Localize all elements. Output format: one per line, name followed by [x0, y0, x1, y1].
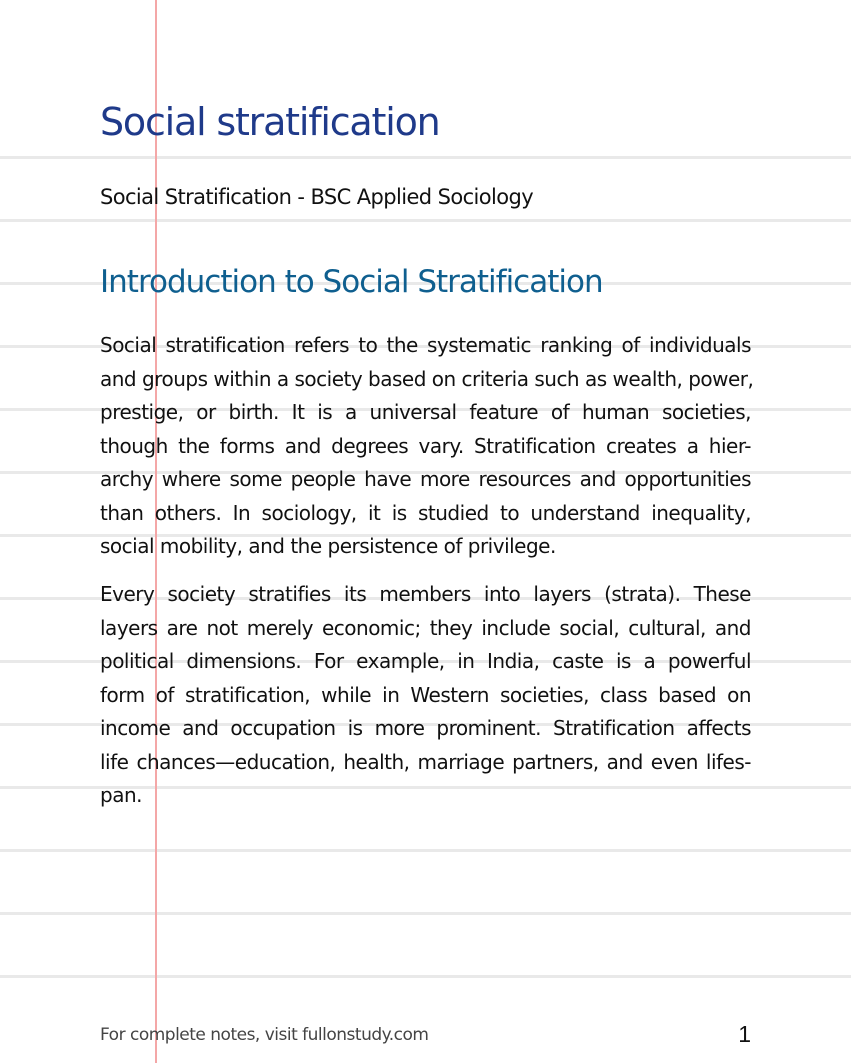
- footer-note: For complete notes, visit fullonstudy.com: [100, 1025, 429, 1045]
- page-subtitle: Social Stratification - BSC Applied Sociology: [100, 185, 534, 209]
- paragraph-line: pan.: [100, 783, 142, 807]
- section-heading: Introduction to Social Stratification: [100, 264, 603, 300]
- paragraph-line: Social stratification refers to the systematic ranking of individuals: [100, 333, 751, 357]
- body-paragraph: [100, 329, 754, 564]
- ruled-line: [0, 156, 851, 159]
- paragraph-line: layers are not merely economic; they include social, cultural, and: [100, 615, 751, 640]
- ruled-line: [0, 975, 851, 978]
- ruled-line: [0, 219, 851, 222]
- paragraph-line: political dimensions. For example, in India, caste is a powerful: [100, 649, 751, 673]
- ruled-line: [0, 849, 851, 852]
- paragraph-line: life chances—education, health, marriage partners, and even lifes-: [100, 749, 751, 774]
- paragraph-line: income and occupation is more prominent. Stratification affects: [100, 716, 751, 740]
- page-number: 1: [738, 1021, 751, 1047]
- paragraph-line: and groups within a society based on criteria such as wealth, power,: [100, 366, 754, 391]
- paragraph-line: though the forms and degrees vary. Stratification creates a hier-: [100, 433, 751, 458]
- page-title: Social stratification: [100, 100, 440, 144]
- paragraph-line: social mobility, and the persistence of privilege.: [100, 534, 556, 558]
- paragraph-line: archy where some people have more resources and opportunities: [100, 467, 751, 491]
- paragraph-line: Every society stratifies its members into layers (strata). These: [100, 582, 751, 606]
- paragraph-line: form of stratification, while in Western societies, class based on: [100, 682, 751, 707]
- paragraph-line: prestige, or birth. It is a universal feature of human societies,: [100, 400, 751, 424]
- ruled-line: [0, 912, 851, 915]
- body-paragraph: [100, 578, 751, 813]
- paragraph-line: than others. In sociology, it is studied to understand inequality,: [100, 500, 751, 525]
